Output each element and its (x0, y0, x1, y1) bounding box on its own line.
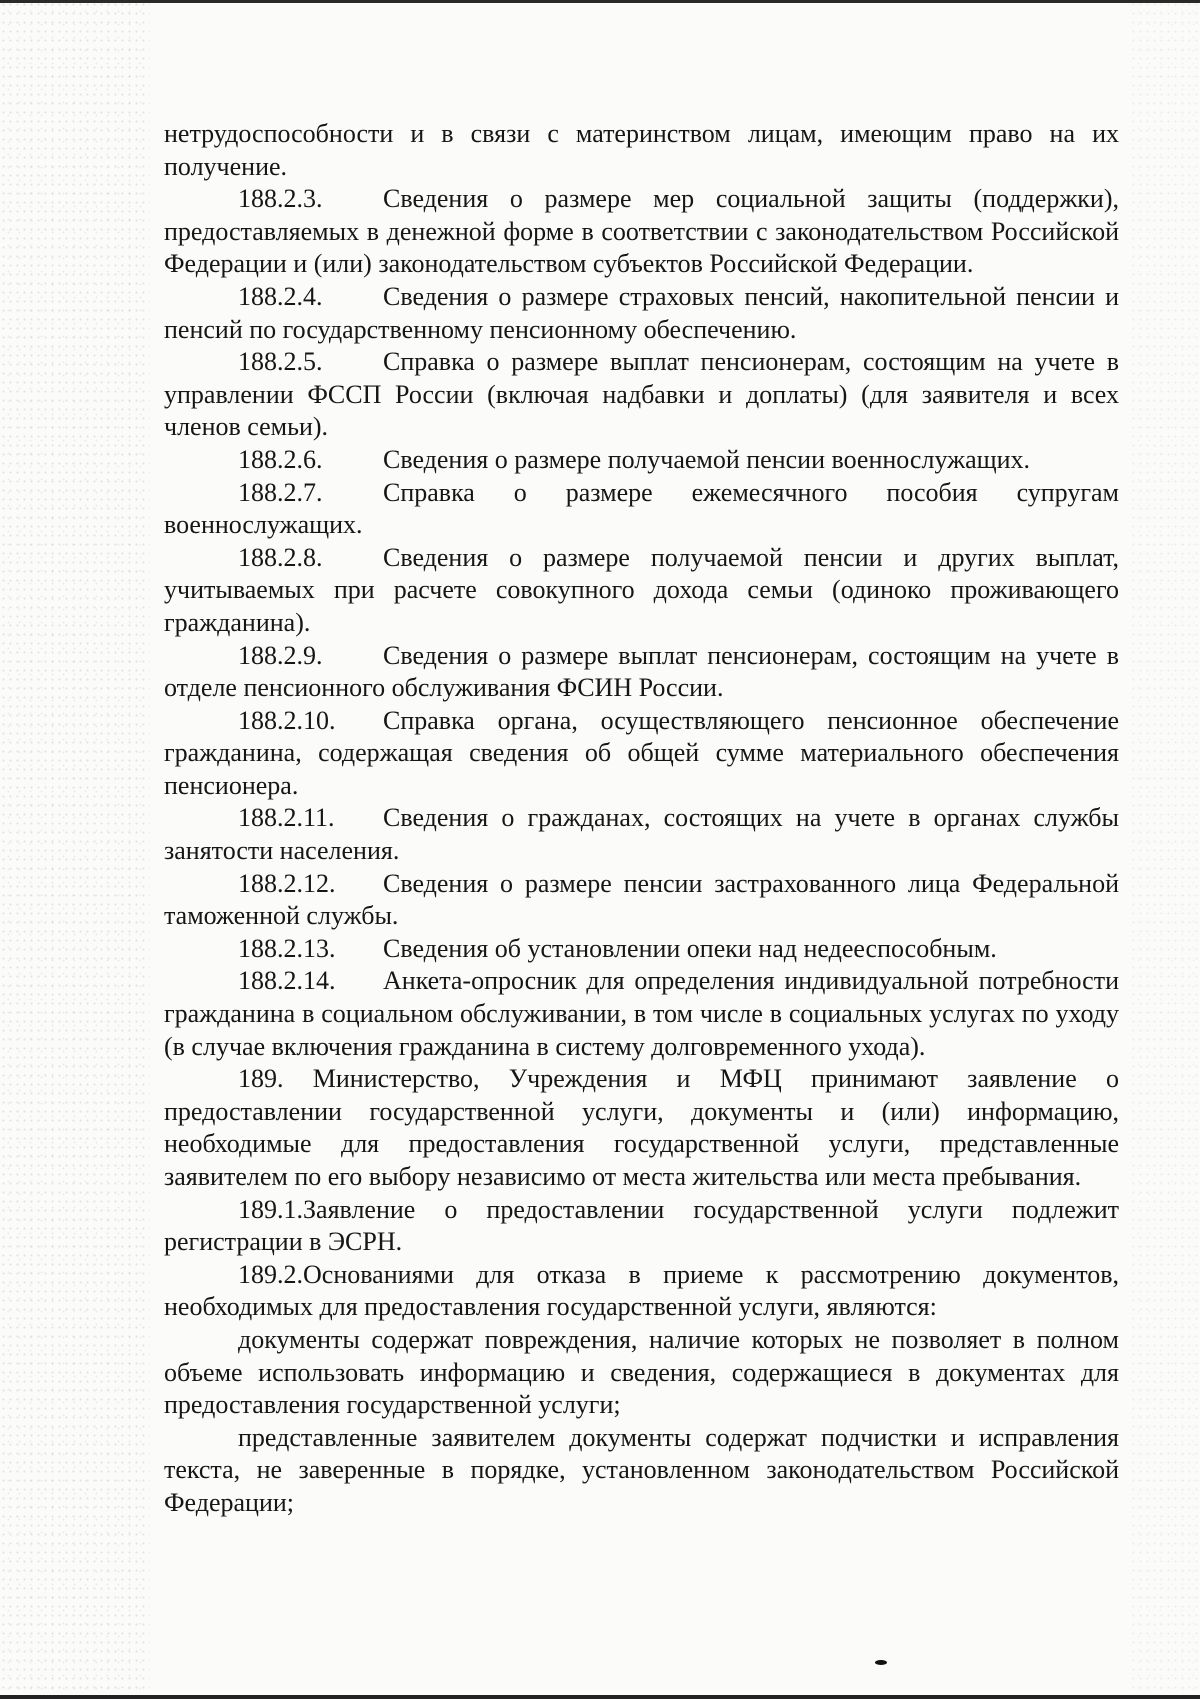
paragraph-188-2-13 (164, 933, 1119, 966)
paragraph-refusal-corrections (164, 1422, 1119, 1520)
document-body (164, 118, 1119, 1520)
paragraph-number: 188.2.14. (238, 966, 336, 996)
paragraph-text: Сведения о гражданах, состоящих на учете в органах службы занятости населения. (164, 803, 1119, 866)
paragraph-188-2-10 (164, 705, 1119, 803)
paragraph-text: документы содержат повреждения, наличие которых не позволяет в полном объеме использовать информацию и сведения, содержащиеся в документах для предоставления государственной услуги; (164, 1324, 1119, 1420)
paragraph-188-2-4 (164, 281, 1119, 346)
paragraph-continuation (164, 118, 1119, 183)
paragraph-188-2-7 (164, 477, 1119, 542)
paragraph-188-2-14 (164, 965, 1119, 1063)
paragraph-text: представленные заявителем документы содержат подчистки и исправления текста, не заверенные в порядке, установленном законодательством Российской Федерации; (164, 1422, 1119, 1517)
paragraph-number: 188.2.10. (238, 705, 336, 735)
paragraph-188-2-9 (164, 640, 1119, 705)
paragraph-number: 188.2.8. (238, 542, 323, 572)
paragraph-188-2-8 (164, 542, 1119, 640)
paragraph-number: 188.2.7. (238, 477, 323, 507)
paragraph-number: 188.2.5. (238, 347, 323, 377)
paragraph-text: Сведения о размере пенсии застрахованного лица Федеральной таможенной службы. (164, 868, 1119, 931)
paragraph-188-2-5 (164, 346, 1119, 444)
paragraph-number: 188.2.11. (238, 803, 335, 833)
paragraph-number: 188.2.9. (238, 640, 323, 670)
paragraph-text: Сведения о размере мер социальной защиты (поддержки), предоставляемых в денежной форме в соответствии с законодательством Российской Федерации и (или) законодательством субъектов Российской Федерации. (164, 184, 1119, 279)
paragraph-188-2-6 (164, 444, 1119, 477)
paragraph-number: 188.2.4. (238, 281, 323, 311)
paragraph-189-2 (164, 1259, 1119, 1324)
paragraph-188-2-11 (164, 802, 1119, 867)
scan-top-edge (0, 0, 1200, 3)
scan-artifact-mark (875, 1660, 887, 1665)
scan-bottom-edge (0, 1695, 1200, 1699)
paragraph-number: 188.2.13. (238, 933, 336, 963)
paragraph-refusal-damage (164, 1324, 1119, 1422)
paragraph-189-1 (164, 1194, 1119, 1259)
paragraph-text: Справка о размере выплат пенсионерам, состоящим на учете в управлении ФССП России (включая надбавки и доплаты) (для заявителя и всех членов семьи). (164, 347, 1119, 442)
paragraph-text: нетрудоспособности и в связи с материнством лицам, имеющим право на их получение. (164, 119, 1119, 181)
paragraph-text: Сведения о размере выплат пенсионерам, состоящим на учете в отделе пенсионного обслуживания ФСИН России. (164, 640, 1119, 703)
paragraph-188-2-12 (164, 868, 1119, 933)
paragraph-number: 188.2.3. (238, 184, 323, 214)
paragraph-text: 189.1.Заявление о предоставлении государственной услуги подлежит регистрации в ЭСРН. (164, 1194, 1119, 1257)
paragraph-number: 188.2.6. (238, 444, 323, 474)
paragraph-text: Сведения о размере получаемой пенсии и других выплат, учитываемых при расчете совокупного дохода семьи (одиноко проживающего гражданина). (164, 542, 1119, 637)
paragraph-text: Справка о размере ежемесячного пособия супругам военнослужащих. (164, 477, 1119, 540)
paragraph-text: Сведения о размере страховых пенсий, накопительной пенсии и пенсий по государственному пенсионному обеспечению. (164, 281, 1119, 344)
scan-noise-right (1130, 0, 1200, 1699)
paragraph-188-2-3 (164, 183, 1119, 281)
scan-noise-left (0, 0, 150, 1699)
paragraph-text: 189. Министерство, Учреждения и МФЦ принимают заявление о предоставлении государственной услуги, документы и (или) информацию, необходимые для предоставления государственной услуги, представленные заявителем по его выбору независимо от места жительства или места пребывания. (164, 1064, 1119, 1191)
paragraph-text: Сведения о размере получаемой пенсии военнослужащих. (383, 444, 1031, 474)
paragraph-number: 188.2.12. (238, 868, 336, 898)
paragraph-text: 189.2.Основаниями для отказа в приеме к рассмотрению документов, необходимых для предоставления государственной услуги, являются: (164, 1259, 1119, 1322)
paragraph-text: Сведения об установлении опеки над недееспособным. (383, 933, 997, 963)
paragraph-text: Анкета-опросник для определения индивидуальной потребности гражданина в социальном обслуживании, в том числе в социальных услугах по уходу (в случае включения гражданина в систему долговременного ухода). (164, 966, 1119, 1061)
paragraph-189 (164, 1063, 1119, 1193)
paragraph-text: Справка органа, осуществляющего пенсионное обеспечение гражданина, содержащая сведения об общей сумме материального обеспечения пенсионера. (164, 705, 1119, 800)
